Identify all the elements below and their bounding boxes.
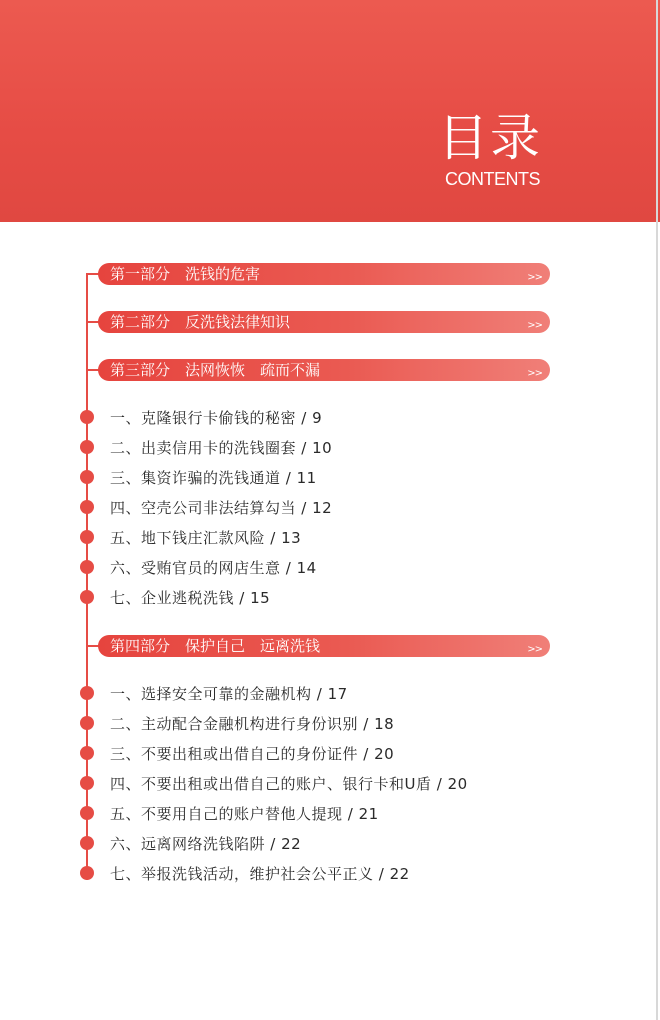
toc-item-label: 四、空壳公司非法结算勾当 / 12 (110, 498, 333, 517)
toc-item[interactable] (80, 586, 270, 608)
toc-item[interactable] (80, 496, 332, 518)
section-part-2[interactable] (98, 311, 550, 333)
toc-item-label: 二、主动配合金融机构进行身份识别 / 18 (110, 714, 395, 733)
header-banner (0, 0, 660, 222)
section-label: 第二部分 反洗钱法律知识 (110, 313, 291, 331)
section-part-4[interactable] (98, 635, 550, 657)
toc-item-label: 一、选择安全可靠的金融机构 / 17 (110, 684, 348, 703)
toc-item[interactable] (80, 556, 317, 578)
toc-item-label: 六、受贿官员的网店生意 / 14 (110, 558, 317, 577)
section-part-1[interactable] (98, 263, 550, 285)
toc-item[interactable] (80, 712, 394, 734)
page-title: 目录 (438, 109, 542, 167)
bullet-dot-icon (80, 560, 94, 574)
page-subtitle: CONTENTS (445, 169, 540, 189)
bullet-dot-icon (80, 470, 94, 484)
toc-item-label: 三、集资诈骗的洗钱通道 / 11 (110, 468, 317, 487)
bullet-dot-icon (80, 746, 94, 760)
bullet-dot-icon (80, 716, 94, 730)
bullet-dot-icon (80, 836, 94, 850)
toc-item-label: 三、不要出租或出借自己的身份证件 / 20 (110, 744, 395, 763)
bullet-dot-icon (80, 776, 94, 790)
section-label: 第一部分 洗钱的危害 (110, 265, 261, 283)
toc-item-label: 六、远离网络洗钱陷阱 / 22 (110, 834, 302, 853)
toc-item[interactable] (80, 862, 410, 884)
toc-item-label: 一、克隆银行卡偷钱的秘密 / 9 (110, 408, 323, 427)
chevron-right-icon: >> (527, 368, 542, 379)
toc-item[interactable] (80, 436, 332, 458)
toc-item[interactable] (80, 742, 394, 764)
chevron-right-icon: >> (527, 272, 542, 283)
toc-item-label: 七、企业逃税洗钱 / 15 (110, 588, 271, 607)
toc-item[interactable] (80, 772, 468, 794)
bullet-dot-icon (80, 866, 94, 880)
page-edge (656, 0, 658, 1020)
toc-item-label: 四、不要出租或出借自己的账户、银行卡和U盾 / 20 (110, 774, 468, 793)
bullet-dot-icon (80, 806, 94, 820)
toc-item[interactable] (80, 682, 348, 704)
toc-item-label: 五、不要用自己的账户替他人提现 / 21 (110, 804, 379, 823)
bullet-dot-icon (80, 590, 94, 604)
bullet-dot-icon (80, 530, 94, 544)
chevron-right-icon: >> (527, 320, 542, 331)
toc-item[interactable] (80, 406, 322, 428)
toc-item-label: 五、地下钱庄汇款风险 / 13 (110, 528, 302, 547)
bullet-dot-icon (80, 686, 94, 700)
chevron-right-icon: >> (527, 644, 542, 655)
toc-item-label: 七、举报洗钱活动，维护社会公平正义 / 22 (110, 864, 410, 883)
section-label: 第三部分 法网恢恢 疏而不漏 (110, 361, 321, 379)
toc-item[interactable] (80, 802, 379, 824)
toc-item[interactable] (80, 526, 301, 548)
bullet-dot-icon (80, 500, 94, 514)
toc-item[interactable] (80, 832, 301, 854)
toc-item-label: 二、出卖信用卡的洗钱圈套 / 10 (110, 438, 333, 457)
section-label: 第四部分 保护自己 远离洗钱 (110, 637, 321, 655)
bullet-dot-icon (80, 410, 94, 424)
section-part-3[interactable] (98, 359, 550, 381)
toc-item[interactable] (80, 466, 317, 488)
bullet-dot-icon (80, 440, 94, 454)
